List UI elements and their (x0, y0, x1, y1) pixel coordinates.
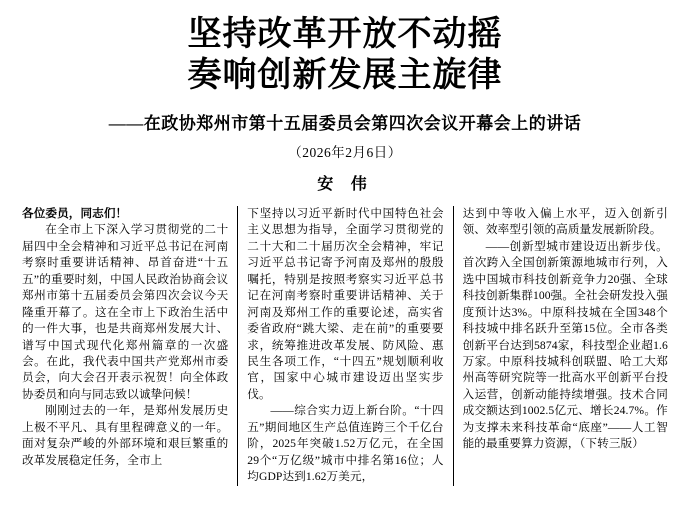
article-column-2 (237, 206, 452, 486)
article-columns (22, 206, 668, 486)
paragraph: ——综合实力迈上新台阶。“十四五”期间地区生产总值连跨三个千亿台阶，2025年突破1.52万亿元，在全国29个“万亿级”城市中排名第16位；人均GDP达到1.62万美元， (247, 404, 444, 484)
page-headline (22, 14, 668, 97)
headline-line-2: 奏响创新发展主旋律 (187, 55, 503, 96)
author-byline: 安 伟 (317, 173, 373, 193)
paragraph: ——创新型城市建设迈出新步伐。首次跨入全国创新策源地城市行列，入选中国城市科技创新竞争力20强、全球科技创新集群100强。全社会研发投入强度预计达3%。中原科技城在全国348个科技城中排名跃升至第15位。全市各类创新平台达到5874家，科技型企业超1.6万家。中原科技城科创联盟、哈工大郑州高等研究院等一批高水平创新平台投入运营，创新动能持续增强。技术合同成交额达到1002.5亿元、增长24.7%。作为支撑未来科技革命“底座”——人工智能的最重要算力资源，（下转三版） (462, 239, 668, 451)
speech-date: （2026年2月6日） (288, 144, 402, 160)
paragraph: 达到中等收入偏上水平，迈入创新引领、效率型引领的高质量发展新阶段。 (462, 206, 668, 237)
article-column-3 (453, 206, 668, 486)
paragraph: 下坚持以习近平新时代中国特色社会主义思想为指导，全面学习贯彻党的二十大和二十届历次全会精神，牢记习近平总书记寄予河南及郑州的殷殷嘱托，特别是按照考察实习近平总书记在河南考察时重要讲话精神、关于河南及郑州工作的重要论述，高实省委省政府“跳大梁、走在前”的重要要求，统筹推进改革发展、防风险、惠民生各项工作，“十四五”规划顺利收官，国家中心城市建设迈出坚实步伐。 (247, 206, 444, 401)
paragraph: 刚刚过去的一年，是郑州发展历史上极不平凡、具有里程碑意义的一年。面对复杂严峻的外部环境和艰巨繁重的改革发展稳定任务，全市上 (22, 404, 229, 467)
paragraph: 各位委员，同志们！ (22, 206, 128, 220)
paragraph: 在全市上下深入学习贯彻党的二十届四中全会精神和习近平总书记在河南考察时重要讲话精神、昂首奋进“十五五”的重要时刻，中国人民政治协商会议郑州市第十五届委员会第四次会议今天隆重开幕了。这在全市上下政治生活中的一件大事，也是共商郑州发展大计、谱写中国式现代化郑州篇章的一次盛会。在此，我代表中国共产党郑州市委员会，向大会召开表示祝贺！向全体政协委员和向与同志致以诚挚问候！ (22, 223, 229, 401)
article-column-1 (22, 206, 237, 486)
headline-line-1: 坚持改革开放不动摇 (187, 14, 503, 54)
subheadline: ——在政协郑州市第十五届委员会第四次会议开幕会上的讲话 (108, 113, 582, 133)
